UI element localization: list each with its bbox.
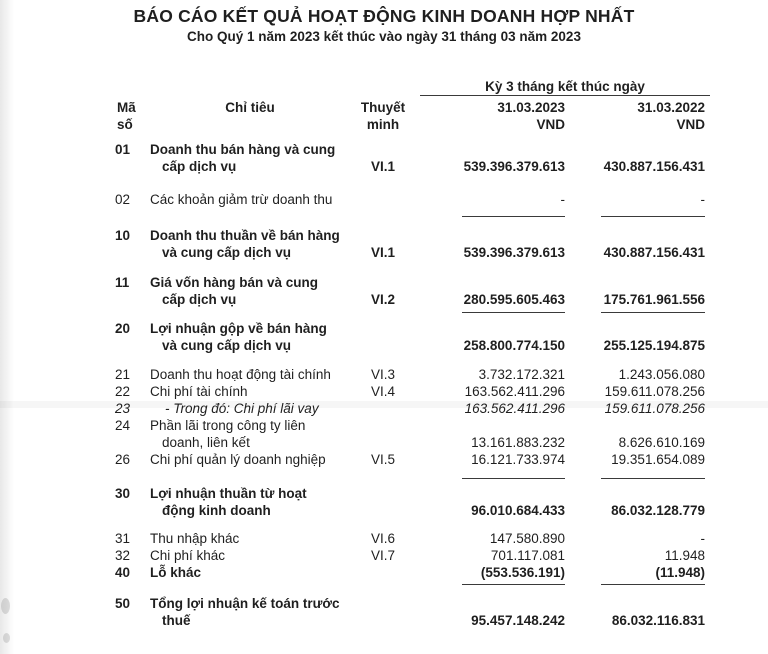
row-item: Doanh thu bán hàng và cung cấp dịch vụ [150, 142, 336, 174]
row-value-2022: 255.125.194.875 [603, 338, 705, 353]
row-code: 31 [115, 531, 131, 546]
row-code: 23 [115, 401, 131, 416]
row-code: 40 [115, 565, 131, 580]
row-value-2022: 86.032.116.831 [611, 613, 705, 628]
row-item: Phần lãi trong công ty liên doanh, liên kết [150, 418, 306, 450]
column-header-note [350, 99, 416, 133]
table-row-31 [0, 530, 768, 547]
row-item: Doanh thu thuần về bán hàng và cung cấp dịch vụ [150, 228, 340, 260]
row-code: 30 [115, 486, 131, 501]
row-value-2023: 147.580.890 [489, 531, 565, 546]
period-header-rule [420, 95, 710, 96]
row-value-2023: 95.457.148.242 [471, 613, 565, 628]
row-value-2023: 16.121.733.974 [471, 452, 565, 467]
period-2022-unit: VND [676, 117, 705, 132]
row-value-2023: 163.562.411.296 [464, 401, 565, 416]
row-item: Lợi nhuận thuần từ hoạt động kinh doanh [150, 486, 307, 518]
row-note: VI.5 [370, 452, 395, 467]
column-header-period-2022 [565, 99, 705, 133]
subtotal-rule [0, 312, 768, 314]
row-value-2023: 701.117.081 [490, 548, 565, 563]
row-value-2022: 11.948 [664, 548, 705, 563]
table-row-10 [0, 227, 768, 261]
table-row-11 [0, 274, 768, 308]
page-subtitle: Cho Quý 1 năm 2023 kết thúc vào ngày 31 tháng 03 năm 2023 [187, 29, 581, 44]
row-value-2023: - [560, 192, 565, 207]
row-value-2022: 175.761.961.556 [603, 292, 705, 307]
row-value-2023: 539.396.379.613 [463, 245, 565, 260]
row-note: VI.7 [370, 548, 395, 563]
row-item: Giá vốn hàng bán và cung cấp dịch vụ [150, 275, 319, 307]
row-item: Thu nhập khác [150, 531, 240, 546]
row-value-2022: 8.626.610.169 [618, 435, 705, 450]
row-value-2023: 13.161.883.232 [471, 435, 565, 450]
table-row-30 [0, 485, 768, 519]
row-value-2022: 19.351.654.089 [611, 452, 705, 467]
table-row-24 [0, 417, 768, 451]
row-code: 32 [115, 548, 131, 563]
table-row-02 [0, 191, 768, 208]
scan-smudge [3, 633, 10, 643]
row-value-2023: (553.536.191) [480, 565, 565, 580]
row-note: VI.1 [370, 245, 395, 260]
table-row-20 [0, 320, 768, 354]
row-item: Doanh thu hoạt động tài chính [150, 367, 331, 382]
row-value-2022: 1.243.056.080 [618, 367, 705, 382]
row-note: VI.4 [370, 384, 395, 399]
row-item: Chi phí khác [150, 548, 226, 563]
row-value-2023: 280.595.605.463 [463, 292, 565, 307]
table-row-32 [0, 547, 768, 564]
row-item: Các khoản giảm trừ doanh thu [150, 192, 333, 207]
row-code: 11 [115, 275, 130, 290]
row-value-2022: - [700, 192, 705, 207]
row-note: VI.1 [370, 159, 395, 174]
row-code: 24 [115, 418, 131, 433]
row-note: VI.2 [370, 292, 395, 307]
row-value-2022: 430.887.156.431 [603, 159, 705, 174]
subtotal-rule [0, 478, 768, 480]
period-2022-date: 31.03.2022 [637, 100, 705, 115]
period-header-label: Kỳ 3 tháng kết thúc ngày [485, 79, 645, 94]
table-body [0, 141, 768, 629]
subtotal-rule [0, 216, 768, 218]
table-header [0, 78, 768, 141]
row-value-2023: 3.732.172.321 [478, 367, 565, 382]
row-value-2022: 430.887.156.431 [603, 245, 705, 260]
row-item: Lợi nhuận gộp về bán hàng và cung cấp dịch vụ [150, 321, 327, 353]
row-code: 02 [115, 192, 131, 207]
row-code: 10 [115, 228, 131, 243]
table-row-22 [0, 383, 768, 400]
row-value-2022: 86.032.128.779 [611, 503, 705, 518]
row-code: 01 [115, 142, 131, 157]
row-code: 26 [115, 452, 131, 467]
row-item: - Trong đó: Chi phí lãi vay [165, 401, 319, 416]
table-row-01 [0, 141, 768, 175]
column-header-note-line1: Thuyết [360, 100, 406, 115]
row-value-2023: 539.396.379.613 [463, 159, 565, 174]
row-item: Lỗ khác [150, 565, 202, 580]
period-2023-unit: VND [536, 117, 565, 132]
row-value-2023: 258.800.774.150 [463, 338, 565, 353]
row-item: Chi phí quản lý doanh nghiệp [150, 452, 326, 467]
row-item: Tổng lợi nhuận kế toán trước thuế [150, 596, 340, 628]
page-title: BÁO CÁO KẾT QUẢ HOẠT ĐỘNG KINH DOANH HỢP NHẤT [133, 6, 635, 26]
column-header-code [117, 99, 136, 133]
report-header [0, 0, 768, 45]
column-header-period-2023 [416, 99, 565, 133]
row-note: VI.6 [370, 531, 395, 546]
period-2023-date: 31.03.2023 [497, 100, 565, 115]
row-code: 22 [115, 384, 131, 399]
column-header-note-line2: minh [366, 117, 400, 132]
row-code: 20 [115, 321, 131, 336]
column-header-item: Chỉ tiêu [225, 100, 275, 115]
table-row-50 [0, 595, 768, 629]
row-value-2022: (11.948) [655, 565, 705, 580]
row-value-2022: - [700, 531, 705, 546]
column-header-code-line1: Mã [117, 100, 136, 115]
row-note: VI.3 [370, 367, 395, 382]
subtotal-rule [0, 584, 768, 586]
row-value-2023: 163.562.411.296 [464, 384, 565, 399]
column-header-code-line2: số [117, 117, 133, 132]
table-row-23 [0, 400, 768, 417]
table-row-40 [0, 564, 768, 581]
row-code: 50 [115, 596, 131, 611]
row-item: Chi phí tài chính [150, 384, 248, 399]
row-value-2022: 159.611.078.256 [604, 401, 705, 416]
table-row-26 [0, 451, 768, 468]
row-value-2023: 96.010.684.433 [471, 503, 565, 518]
row-code: 21 [115, 367, 131, 382]
row-value-2022: 159.611.078.256 [604, 384, 705, 399]
table-row-21 [0, 366, 768, 383]
